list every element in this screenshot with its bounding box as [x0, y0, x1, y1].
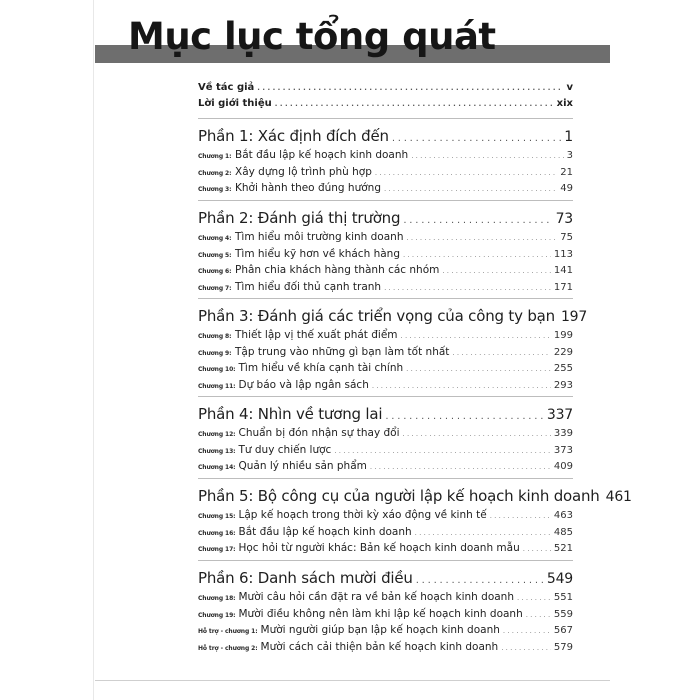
- dot-leader: [501, 640, 551, 657]
- chapter-title: Dự báo và lập ngân sách: [238, 378, 369, 391]
- chapter-title: Bắt đầu lập kế hoạch kinh doanh: [238, 525, 412, 538]
- chapter-title: Học hỏi từ người khác: Bản kế hoạch kinh doanh mẫu: [238, 542, 520, 554]
- toc-entry-part[interactable]: [198, 125, 573, 147]
- toc-entry-front[interactable]: [198, 96, 573, 112]
- chapter-page: 293: [553, 379, 573, 391]
- toc-entry-chapter[interactable]: [198, 458, 573, 475]
- chapter-page: 171: [553, 281, 573, 293]
- chapter-label: Chương 16:: [198, 529, 236, 537]
- toc-entry-chapter[interactable]: [198, 639, 573, 656]
- toc-entry-chapter[interactable]: [198, 229, 573, 246]
- chapter-label: Chương 13:: [198, 447, 236, 455]
- dot-leader: [503, 623, 551, 640]
- dot-leader: [415, 525, 551, 542]
- dot-leader: [375, 165, 557, 182]
- entry-page: v: [566, 82, 573, 93]
- dot-leader: [403, 247, 551, 264]
- dot-leader: [257, 80, 563, 96]
- chapter-label: Chương 18:: [198, 595, 236, 602]
- toc-entry-chapter[interactable]: [198, 344, 573, 361]
- chapter-label: Chương 7:: [198, 284, 232, 292]
- toc-entry-chapter[interactable]: [198, 262, 573, 279]
- chapter-title: Phân chia khách hàng thành các nhóm: [235, 264, 440, 276]
- part-page: 73: [555, 211, 573, 227]
- chapter-page: 21: [560, 166, 573, 178]
- dot-leader: [517, 590, 551, 607]
- chapter-label: Chương 4:: [198, 235, 232, 242]
- part-title: Phần 4: Nhìn về tương lai: [198, 405, 383, 423]
- chapter-title: Tìm hiểu môi trường kinh doanh: [235, 231, 404, 243]
- entry-page: xix: [556, 98, 573, 109]
- toc-entry-front[interactable]: [198, 80, 573, 96]
- part-section: [198, 298, 588, 396]
- toc-entry-chapter[interactable]: [198, 377, 573, 394]
- part-page: 549: [546, 571, 573, 587]
- part-title: Phần 6: Danh sách mười điều: [198, 569, 413, 587]
- dot-leader: [403, 426, 551, 443]
- chapter-page: 485: [553, 526, 573, 538]
- part-section: [198, 560, 573, 658]
- part-page: 337: [546, 407, 573, 423]
- dot-leader: [401, 328, 551, 345]
- chapter-page: 373: [553, 444, 573, 456]
- entry-title: Lời giới thiệu: [198, 98, 272, 109]
- toc-entry-chapter[interactable]: [198, 622, 573, 639]
- chapter-label: Chương 15:: [198, 513, 236, 520]
- chapter-label: Chương 1:: [198, 153, 232, 160]
- chapter-page: 567: [553, 625, 573, 636]
- toc-entry-chapter[interactable]: [198, 164, 573, 181]
- chapter-title: Tìm hiểu về khía cạnh tài chính: [238, 362, 404, 374]
- dot-leader: [384, 280, 551, 297]
- chapter-page: 339: [553, 428, 573, 439]
- part-section: [198, 396, 573, 478]
- chapter-page: 463: [553, 510, 573, 521]
- chapter-title: Tập trung vào những gì bạn làm tốt nhất: [235, 345, 450, 358]
- page-edge: [93, 0, 94, 700]
- dot-leader: [403, 210, 552, 232]
- chapter-page: 521: [553, 543, 573, 554]
- part-page: 197: [560, 309, 588, 325]
- dot-leader: [406, 230, 557, 247]
- chapter-label: Chương 19:: [198, 611, 236, 619]
- chapter-page: 255: [553, 363, 573, 374]
- chapter-label: Chương 10:: [198, 366, 236, 373]
- part-title: Phần 3: Đánh giá các triển vọng của công ty bạn: [198, 307, 555, 325]
- chapter-page: 141: [553, 265, 573, 276]
- chapter-title: Tư duy chiến lược: [238, 443, 332, 456]
- toc-entry-part[interactable]: [198, 567, 573, 589]
- table-of-contents: [198, 80, 632, 658]
- chapter-page: 579: [553, 641, 573, 653]
- chapter-label: Chương 8:: [198, 333, 232, 340]
- chapter-title: Tìm hiểu kỹ hơn về khách hàng: [235, 247, 400, 260]
- dot-leader: [370, 459, 551, 476]
- dot-leader: [392, 128, 561, 150]
- chapter-title: Xây dựng lộ trình phù hợp: [235, 165, 372, 178]
- toc-entry-chapter[interactable]: [198, 360, 573, 377]
- chapter-title: Lập kế hoạch trong thời kỳ xáo động về kinh tế: [238, 509, 487, 521]
- toc-entry-chapter[interactable]: [198, 147, 573, 164]
- dot-leader: [411, 148, 563, 165]
- chapter-label: Chương 17:: [198, 546, 236, 553]
- chapter-title: Mười câu hỏi cần đặt ra về bản kế hoạch kinh doanh: [238, 591, 514, 603]
- chapter-title: Tìm hiểu đối thủ cạnh tranh: [235, 280, 382, 293]
- dot-leader: [385, 406, 544, 428]
- chapter-label: Chương 6:: [198, 268, 232, 275]
- chapter-page: 3: [566, 150, 573, 161]
- part-section: [198, 478, 632, 560]
- dot-leader: [523, 541, 551, 558]
- dot-leader: [490, 508, 551, 525]
- chapter-label: Chương 11:: [198, 382, 236, 390]
- toc-entry-chapter[interactable]: [198, 279, 573, 296]
- chapter-label: Chương 12:: [198, 431, 236, 438]
- part-section: [198, 200, 573, 298]
- chapter-title: Thiết lập vị thế xuất phát điểm: [235, 329, 398, 341]
- chapter-label: Hỗ trợ - chương 1:: [198, 628, 258, 635]
- toc-entry-chapter[interactable]: [198, 246, 573, 263]
- front-matter: [198, 80, 573, 118]
- dot-leader: [334, 443, 551, 460]
- dot-leader: [406, 361, 551, 378]
- chapter-title: Mười người giúp bạn lập kế hoạch kinh doanh: [260, 624, 500, 636]
- chapter-page: 199: [553, 330, 573, 341]
- toc-entry-chapter[interactable]: [198, 589, 573, 606]
- chapter-label: Chương 9:: [198, 349, 232, 357]
- chapter-page: 229: [553, 346, 573, 358]
- chapter-page: 559: [553, 608, 573, 620]
- chapter-label: Hỗ trợ - chương 2:: [198, 644, 258, 652]
- parts-list: [198, 118, 632, 658]
- toc-entry-part[interactable]: [198, 305, 588, 327]
- chapter-title: Chuẩn bị đón nhận sự thay đổi: [238, 427, 400, 439]
- dot-leader: [442, 263, 551, 280]
- chapter-title: Bắt đầu lập kế hoạch kinh doanh: [235, 149, 409, 161]
- toc-entry-chapter[interactable]: [198, 540, 573, 557]
- entry-title: Về tác giả: [198, 82, 255, 93]
- toc-entry-chapter[interactable]: [198, 425, 573, 442]
- chapter-label: Chương 2:: [198, 169, 232, 177]
- chapter-page: 49: [560, 183, 573, 194]
- toc-entry-part[interactable]: [198, 485, 632, 507]
- chapter-page: 551: [553, 592, 573, 603]
- chapter-title: Quản lý nhiều sản phẩm: [238, 460, 367, 472]
- chapter-title: Mười cách cải thiện bản kế hoạch kinh doanh: [260, 640, 499, 653]
- dot-leader: [372, 378, 551, 395]
- part-title: Phần 5: Bộ công cụ của người lập kế hoạch kinh doanh: [198, 487, 600, 505]
- toc-entry-chapter[interactable]: [198, 606, 573, 623]
- chapter-page: 409: [553, 461, 573, 472]
- part-title: Phần 1: Xác định đích đến: [198, 127, 389, 145]
- chapter-title: Mười điều không nên làm khi lập kế hoạch kinh doanh: [238, 607, 523, 620]
- chapter-page: 113: [553, 248, 573, 260]
- toc-entry-part[interactable]: [198, 207, 573, 229]
- toc-entry-part[interactable]: [198, 403, 573, 425]
- toc-entry-chapter[interactable]: [198, 180, 573, 197]
- page-title: Mục lục tổng quát: [128, 15, 496, 58]
- dot-leader: [384, 181, 557, 198]
- toc-entry-chapter[interactable]: [198, 327, 573, 344]
- dot-leader: [275, 96, 554, 112]
- chapter-label: Chương 3:: [198, 186, 232, 193]
- chapter-label: Chương 5:: [198, 251, 232, 259]
- toc-entry-chapter[interactable]: [198, 442, 573, 459]
- dot-leader: [526, 607, 551, 624]
- chapter-page: 75: [560, 232, 573, 243]
- dot-leader: [452, 345, 550, 362]
- toc-entry-chapter[interactable]: [198, 524, 573, 541]
- toc-entry-chapter[interactable]: [198, 507, 573, 524]
- part-section: [198, 118, 573, 200]
- part-page: 461: [605, 489, 632, 505]
- part-page: 1: [564, 129, 573, 145]
- chapter-title: Khởi hành theo đúng hướng: [235, 182, 381, 194]
- part-title: Phần 2: Đánh giá thị trường: [198, 209, 401, 227]
- chapter-label: Chương 14:: [198, 464, 236, 471]
- page-bottom-rule: [95, 680, 610, 681]
